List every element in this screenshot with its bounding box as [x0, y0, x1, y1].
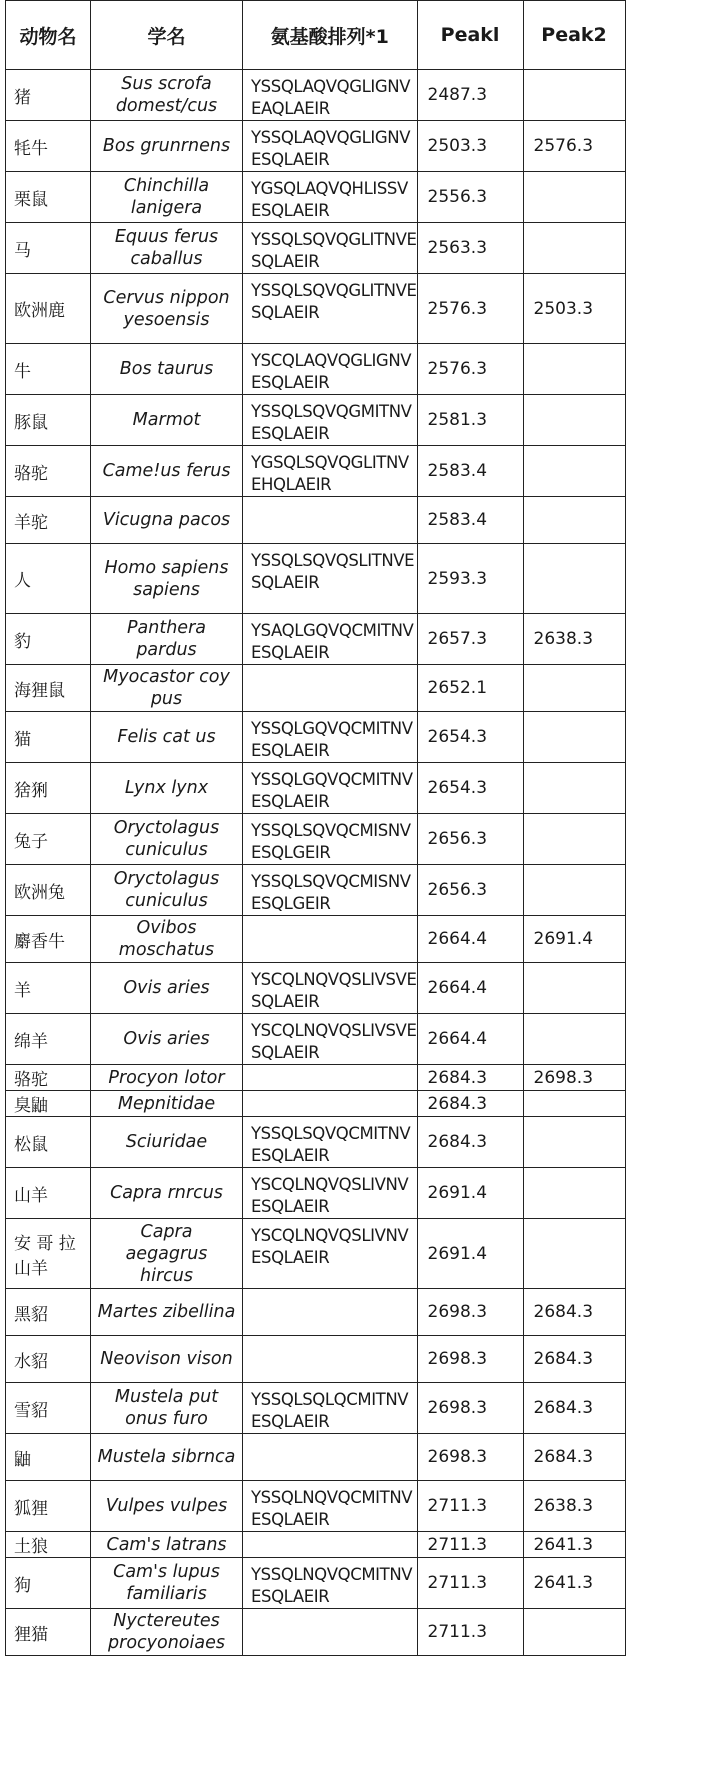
sequence-cell: YSSQLNQVQCMITNV ESQLAEIR: [243, 1558, 418, 1609]
peak2-cell: [523, 814, 625, 865]
sequence-cell: YSSQLSQVQCMISNV ESQLGEIR: [243, 865, 418, 916]
peak1-cell: 2684.3: [417, 1091, 523, 1117]
scientific-name-cell: Ovis aries: [91, 963, 243, 1014]
animal-name-cell: 人: [6, 544, 91, 614]
sequence-cell: [243, 1609, 418, 1656]
table-row: [6, 712, 626, 763]
table-row: [6, 1091, 626, 1117]
animal-name-cell: 土狼: [6, 1532, 91, 1558]
table-row: [6, 121, 626, 172]
peak1-cell: 2684.3: [417, 1117, 523, 1168]
animal-name-cell: 豹: [6, 614, 91, 665]
peak2-cell: [523, 1014, 625, 1065]
scientific-name-cell: Oryctolagus cuniculus: [91, 814, 243, 865]
scientific-name-cell: Mustela put onus furo: [91, 1383, 243, 1434]
table-row: [6, 1532, 626, 1558]
scientific-name-cell: Homo sapiens sapiens: [91, 544, 243, 614]
table-row: [6, 1558, 626, 1609]
scientific-name-cell: Mustela sibrnca: [91, 1434, 243, 1481]
scientific-name-cell: Myocastor coy pus: [91, 665, 243, 712]
sequence-cell: [243, 665, 418, 712]
scientific-name-cell: Cam's latrans: [91, 1532, 243, 1558]
peak1-cell: 2656.3: [417, 865, 523, 916]
scientific-name-cell: Vulpes vulpes: [91, 1481, 243, 1532]
table-row: [6, 274, 626, 344]
sequence-cell: YSCQLNQVQSLIVSVE SQLAEIR: [243, 1014, 418, 1065]
animal-name-cell: 黑貂: [6, 1289, 91, 1336]
animal-name-cell: 狐狸: [6, 1481, 91, 1532]
animal-name-cell: 马: [6, 223, 91, 274]
scientific-name-cell: Sciuridae: [91, 1117, 243, 1168]
peak2-cell: [523, 70, 625, 121]
table-row: [6, 963, 626, 1014]
animal-name-cell: 豚鼠: [6, 395, 91, 446]
peak2-cell: [523, 223, 625, 274]
peak1-cell: 2698.3: [417, 1336, 523, 1383]
sequence-cell: YSSQLSQVQCMITNV ESQLAEIR: [243, 1117, 418, 1168]
scientific-name-cell: Equus ferus caballus: [91, 223, 243, 274]
peak1-cell: 2581.3: [417, 395, 523, 446]
sequence-cell: YSAQLGQVQCMITNV ESQLAEIR: [243, 614, 418, 665]
sequence-cell: YSSQLAQVQGLIGNV ESQLAEIR: [243, 121, 418, 172]
scientific-name-cell: Felis cat us: [91, 712, 243, 763]
table-row: [6, 1481, 626, 1532]
table-row: [6, 344, 626, 395]
sequence-cell: YSSQLGQVQCMITNV ESQLAEIR: [243, 712, 418, 763]
sequence-cell: YSCQLNQVQSLIVNV ESQLAEIR: [243, 1168, 418, 1219]
scientific-name-cell: Nyctereutes procyonoiaes: [91, 1609, 243, 1656]
peak1-cell: 2583.4: [417, 497, 523, 544]
peak1-cell: 2711.3: [417, 1532, 523, 1558]
scientific-name-cell: Ovis aries: [91, 1014, 243, 1065]
header-animal-name: 动物名: [6, 1, 91, 70]
table-row: [6, 1434, 626, 1481]
peak2-cell: 2684.3: [523, 1289, 625, 1336]
animal-name-cell: 猫: [6, 712, 91, 763]
table-row: [6, 814, 626, 865]
sequence-cell: YSCQLNQVQSLIVNV ESQLAEIR: [243, 1219, 418, 1289]
peak1-cell: 2556.3: [417, 172, 523, 223]
scientific-name-cell: Came!us ferus: [91, 446, 243, 497]
peak2-cell: 2503.3: [523, 274, 625, 344]
sequence-cell: [243, 1434, 418, 1481]
animal-name-cell: 欧洲鹿: [6, 274, 91, 344]
animal-name-cell: 狸猫: [6, 1609, 91, 1656]
table-row: [6, 1117, 626, 1168]
sequence-cell: YSSQLSQVQGLITNVE SQLAEIR: [243, 274, 418, 344]
sequence-cell: [243, 497, 418, 544]
table-row: [6, 544, 626, 614]
peak1-cell: 2652.1: [417, 665, 523, 712]
peak2-cell: 2576.3: [523, 121, 625, 172]
table-row: [6, 1014, 626, 1065]
sequence-cell: YSSQLSQVQCMISNV ESQLGEIR: [243, 814, 418, 865]
peak2-cell: [523, 1219, 625, 1289]
peak1-cell: 2487.3: [417, 70, 523, 121]
table-row: [6, 1336, 626, 1383]
peak2-cell: [523, 497, 625, 544]
peak1-cell: 2654.3: [417, 763, 523, 814]
animal-name-cell: 雪貂: [6, 1383, 91, 1434]
animal-name-cell: 松鼠: [6, 1117, 91, 1168]
peak2-cell: [523, 865, 625, 916]
peak1-cell: 2711.3: [417, 1481, 523, 1532]
table-row: [6, 665, 626, 712]
animal-name-cell: 羊: [6, 963, 91, 1014]
peak2-cell: [523, 344, 625, 395]
animal-name-cell: 臭鼬: [6, 1091, 91, 1117]
sequence-cell: [243, 1532, 418, 1558]
animal-name-cell: 狗: [6, 1558, 91, 1609]
peak1-cell: 2691.4: [417, 1168, 523, 1219]
sequence-cell: YSSQLSQVQGLITNVE SQLAEIR: [243, 223, 418, 274]
animal-name-cell: 羊驼: [6, 497, 91, 544]
animal-name-cell: 牛: [6, 344, 91, 395]
table-row: [6, 1065, 626, 1091]
animal-name-cell: 栗鼠: [6, 172, 91, 223]
sequence-cell: YGSQLSQVQGLITNV EHQLAEIR: [243, 446, 418, 497]
peak2-cell: [523, 395, 625, 446]
table-row: [6, 70, 626, 121]
sequence-cell: YSSQLAQVQGLIGNV EAQLAEIR: [243, 70, 418, 121]
animal-name-cell: 水貂: [6, 1336, 91, 1383]
animal-name-cell: 安 哥 拉 山羊: [6, 1219, 91, 1289]
table-row: [6, 916, 626, 963]
sequence-cell: YSSQLNQVQCMITNV ESQLAEIR: [243, 1481, 418, 1532]
scientific-name-cell: Marmot: [91, 395, 243, 446]
sequence-cell: YSSQLSQVQSLITNVE SQLAEIR: [243, 544, 418, 614]
peak1-cell: 2711.3: [417, 1558, 523, 1609]
scientific-name-cell: Procyon lotor: [91, 1065, 243, 1091]
sequence-cell: [243, 916, 418, 963]
table-row: [6, 1609, 626, 1656]
peak2-cell: [523, 1609, 625, 1656]
animal-name-cell: 牦牛: [6, 121, 91, 172]
peak1-cell: 2583.4: [417, 446, 523, 497]
peak1-cell: 2664.4: [417, 916, 523, 963]
sequence-cell: [243, 1336, 418, 1383]
peak1-cell: 2691.4: [417, 1219, 523, 1289]
peak2-cell: [523, 712, 625, 763]
table-row: [6, 1168, 626, 1219]
header-row: [6, 1, 626, 70]
animal-name-cell: 绵羊: [6, 1014, 91, 1065]
animal-name-cell: 猪: [6, 70, 91, 121]
scientific-name-cell: Vicugna pacos: [91, 497, 243, 544]
peak1-cell: 2593.3: [417, 544, 523, 614]
animal-name-cell: 欧洲兔: [6, 865, 91, 916]
scientific-name-cell: Oryctolagus cuniculus: [91, 865, 243, 916]
scientific-name-cell: Martes zibellina: [91, 1289, 243, 1336]
peak2-cell: [523, 763, 625, 814]
scientific-name-cell: Sus scrofa domest/cus: [91, 70, 243, 121]
sequence-cell: [243, 1289, 418, 1336]
scientific-name-cell: Capra rnrcus: [91, 1168, 243, 1219]
animal-name-cell: 兔子: [6, 814, 91, 865]
peak1-cell: 2698.3: [417, 1383, 523, 1434]
scientific-name-cell: Cam's lupus familiaris: [91, 1558, 243, 1609]
table-row: [6, 172, 626, 223]
table-row: [6, 446, 626, 497]
table-row: [6, 865, 626, 916]
peak2-cell: 2641.3: [523, 1558, 625, 1609]
header-amino-acid-sequence: 氨基酸排列*1: [243, 1, 418, 70]
animal-name-cell: 海狸鼠: [6, 665, 91, 712]
peak1-cell: 2563.3: [417, 223, 523, 274]
sequence-cell: YSSQLGQVQCMITNV ESQLAEIR: [243, 763, 418, 814]
sequence-cell: [243, 1091, 418, 1117]
scientific-name-cell: Capra aegagrus hircus: [91, 1219, 243, 1289]
peak2-cell: [523, 1168, 625, 1219]
peak1-cell: 2576.3: [417, 274, 523, 344]
peak1-cell: 2654.3: [417, 712, 523, 763]
scientific-name-cell: Mepnitidae: [91, 1091, 243, 1117]
table-row: [6, 223, 626, 274]
peak2-cell: 2638.3: [523, 614, 625, 665]
animal-name-cell: 骆驼: [6, 446, 91, 497]
scientific-name-cell: Neovison vison: [91, 1336, 243, 1383]
animal-name-cell: 山羊: [6, 1168, 91, 1219]
peak1-cell: 2664.4: [417, 1014, 523, 1065]
table-row: [6, 763, 626, 814]
species-peak-table: [5, 0, 626, 1656]
header-peak1: Peakl: [417, 1, 523, 70]
scientific-name-cell: Ovibos moschatus: [91, 916, 243, 963]
peak2-cell: [523, 172, 625, 223]
peak2-cell: 2684.3: [523, 1336, 625, 1383]
peak2-cell: 2641.3: [523, 1532, 625, 1558]
header-scientific-name: 学名: [91, 1, 243, 70]
table-row: [6, 395, 626, 446]
table-row: [6, 1289, 626, 1336]
peak1-cell: 2664.4: [417, 963, 523, 1014]
scientific-name-cell: Panthera pardus: [91, 614, 243, 665]
peak1-cell: 2656.3: [417, 814, 523, 865]
table-row: [6, 614, 626, 665]
scientific-name-cell: Cervus nippon yesoensis: [91, 274, 243, 344]
peak1-cell: 2657.3: [417, 614, 523, 665]
scientific-name-cell: Chinchilla lanigera: [91, 172, 243, 223]
peak2-cell: 2638.3: [523, 1481, 625, 1532]
animal-name-cell: 猞猁: [6, 763, 91, 814]
animal-name-cell: 骆驼: [6, 1065, 91, 1091]
peak2-cell: 2684.3: [523, 1434, 625, 1481]
table-row: [6, 1383, 626, 1434]
peak1-cell: 2711.3: [417, 1609, 523, 1656]
sequence-cell: YSSQLSQLQCMITNV ESQLAEIR: [243, 1383, 418, 1434]
sequence-cell: [243, 1065, 418, 1091]
animal-name-cell: 鼬: [6, 1434, 91, 1481]
table-row: [6, 497, 626, 544]
peak2-cell: [523, 446, 625, 497]
peak1-cell: 2576.3: [417, 344, 523, 395]
header-peak2: Peak2: [523, 1, 625, 70]
animal-name-cell: 麝香牛: [6, 916, 91, 963]
scientific-name-cell: Lynx lynx: [91, 763, 243, 814]
peak1-cell: 2698.3: [417, 1289, 523, 1336]
scientific-name-cell: Bos grunrnens: [91, 121, 243, 172]
peak2-cell: 2691.4: [523, 916, 625, 963]
peak2-cell: 2698.3: [523, 1065, 625, 1091]
peak2-cell: 2684.3: [523, 1383, 625, 1434]
peak1-cell: 2503.3: [417, 121, 523, 172]
sequence-cell: YSCQLAQVQGLIGNV ESQLAEIR: [243, 344, 418, 395]
sequence-cell: YSSQLSQVQGMITNV ESQLAEIR: [243, 395, 418, 446]
peak1-cell: 2698.3: [417, 1434, 523, 1481]
sequence-cell: YGSQLAQVQHLISSV ESQLAEIR: [243, 172, 418, 223]
peak2-cell: [523, 544, 625, 614]
scientific-name-cell: Bos taurus: [91, 344, 243, 395]
table-row: [6, 1219, 626, 1289]
peak2-cell: [523, 963, 625, 1014]
sequence-cell: YSCQLNQVQSLIVSVE SQLAEIR: [243, 963, 418, 1014]
peak2-cell: [523, 665, 625, 712]
peak2-cell: [523, 1091, 625, 1117]
peak2-cell: [523, 1117, 625, 1168]
peak1-cell: 2684.3: [417, 1065, 523, 1091]
